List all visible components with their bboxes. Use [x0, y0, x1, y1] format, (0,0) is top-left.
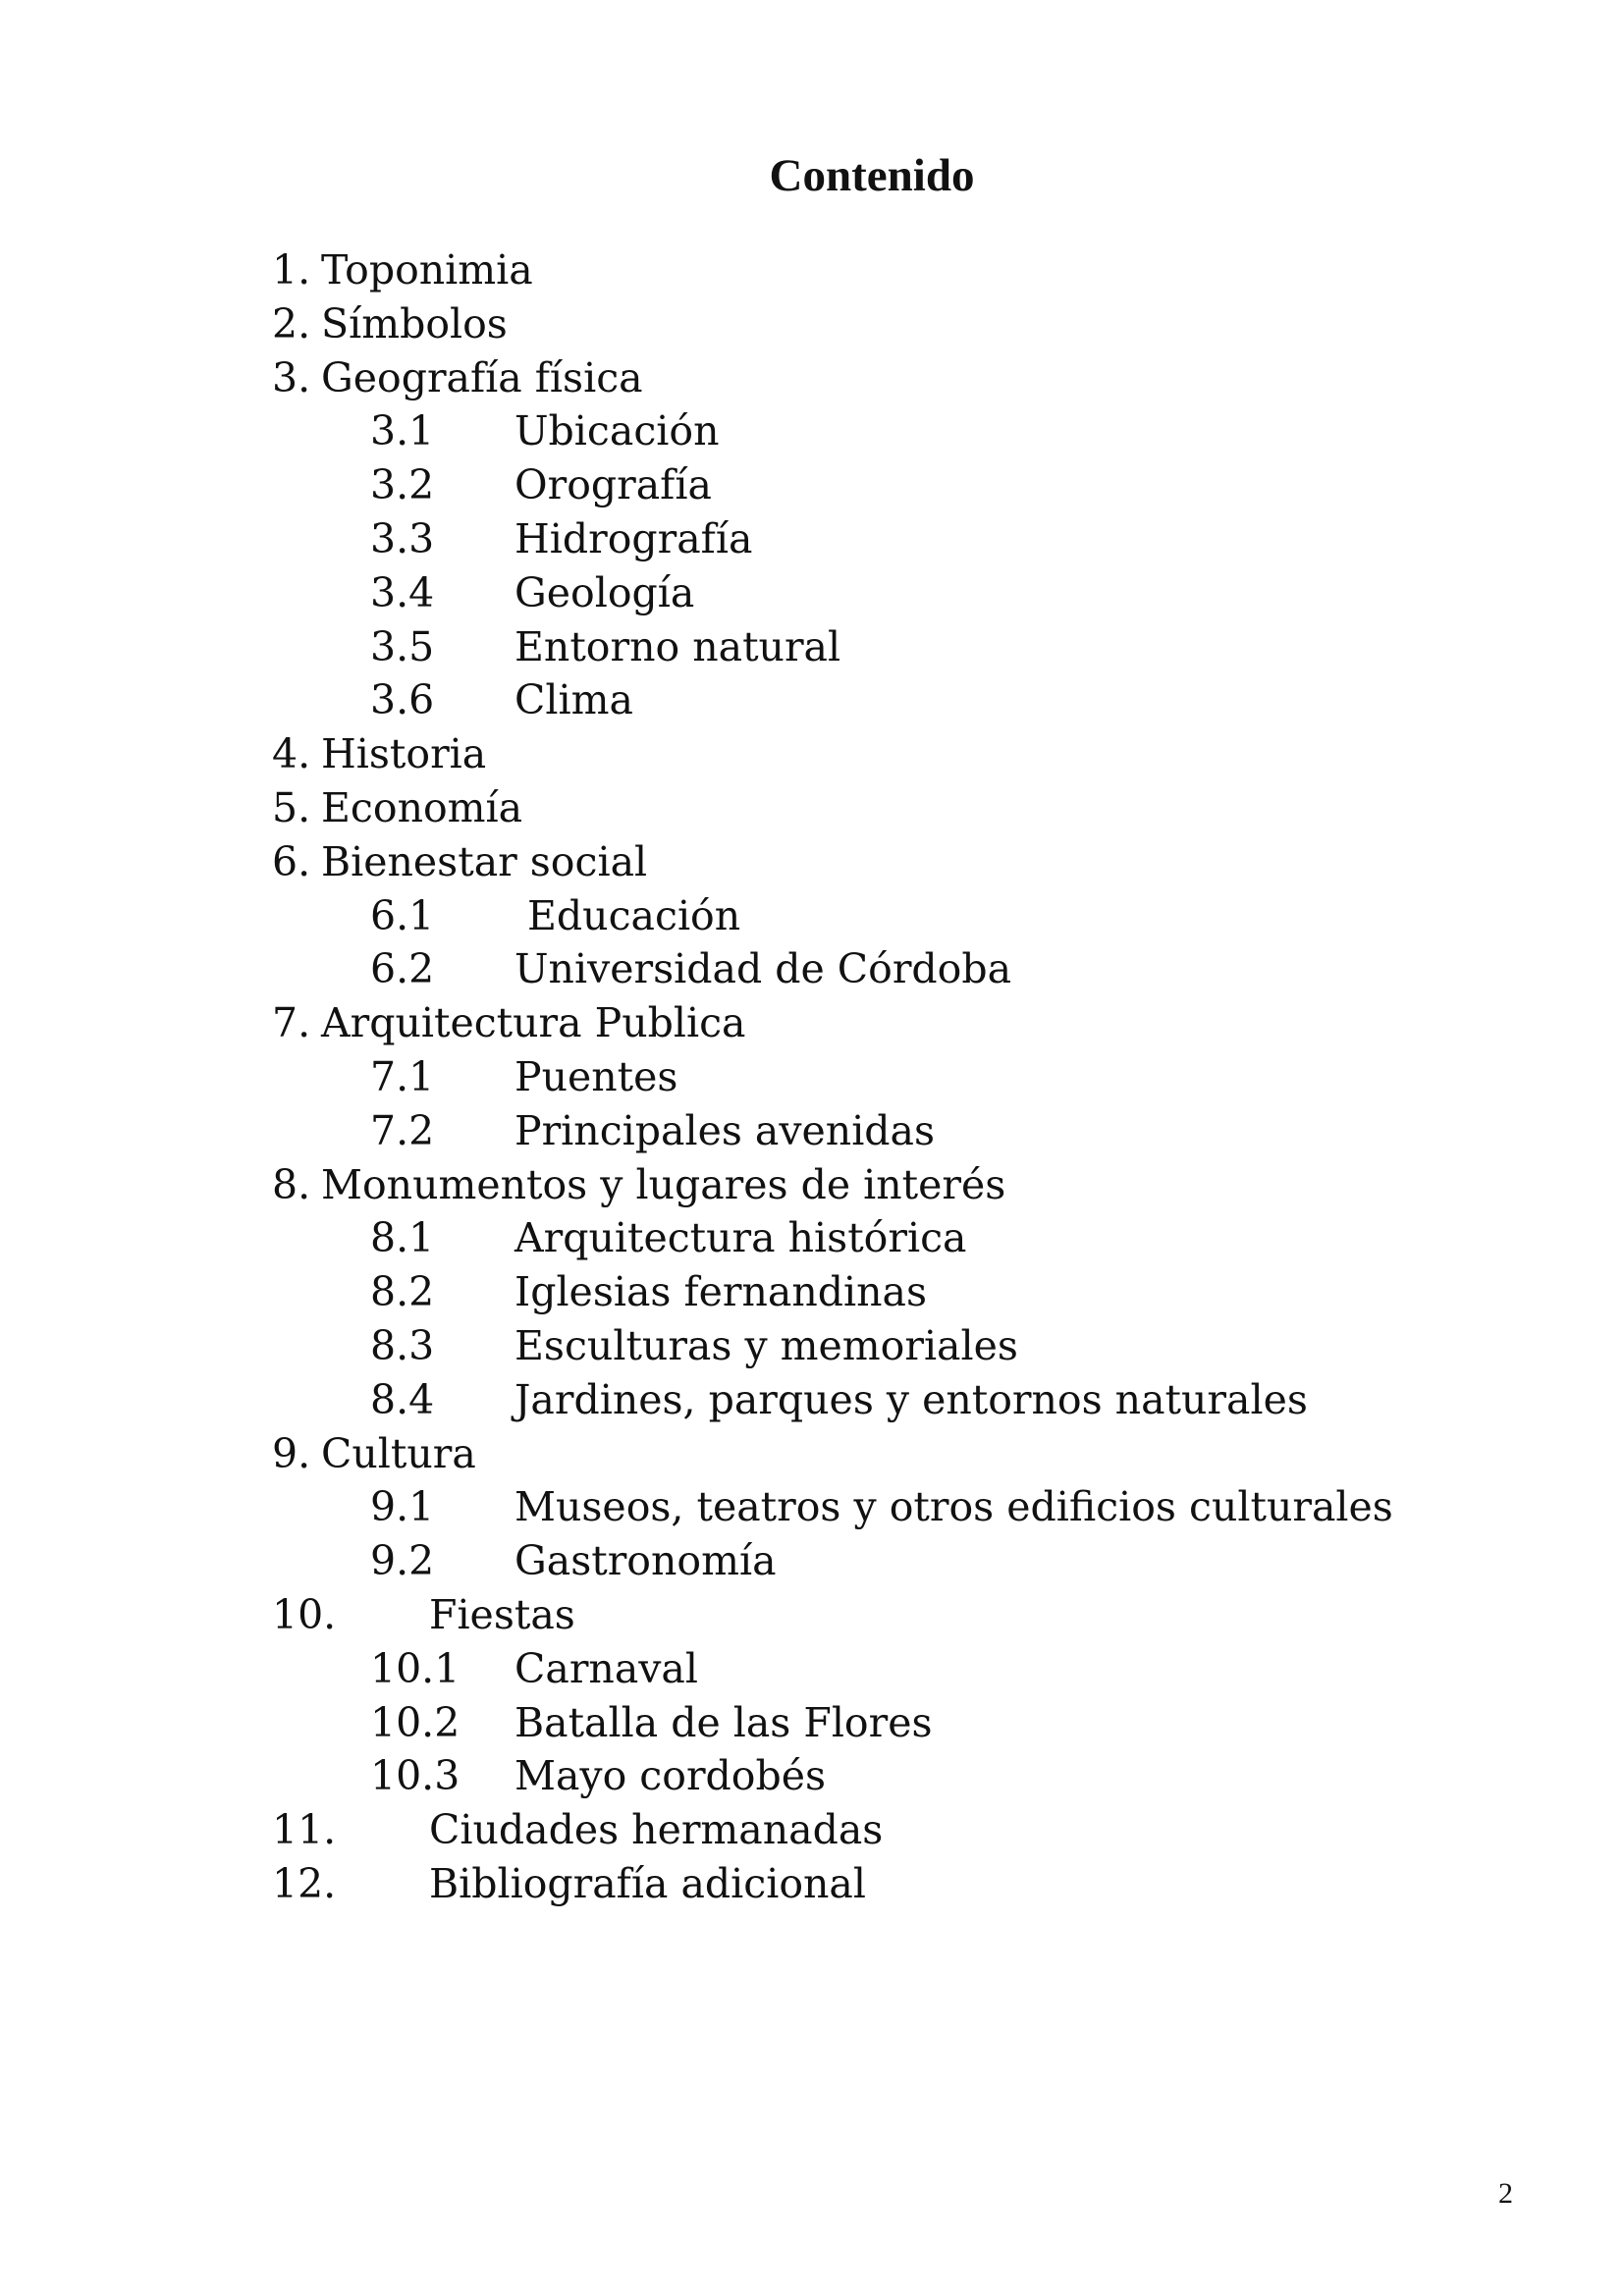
toc-entry-label: Historia [321, 730, 487, 778]
toc-entry-number: 3. [272, 353, 311, 401]
toc-entry-label: Fiestas [429, 1590, 575, 1638]
toc-entry-label: Ubicación [514, 407, 720, 455]
toc-entry-number: 9. [272, 1429, 311, 1477]
toc-entry-number: 8.4 [370, 1375, 435, 1423]
toc-entry-label: Museos, teatros y otros edificios culturales [514, 1483, 1393, 1531]
toc-entry-label: Carnaval [514, 1644, 698, 1692]
toc-entry-label: Economía [321, 783, 523, 831]
toc-entry-label: Bienestar social [321, 837, 648, 885]
toc-entry-number: 3.1 [370, 407, 435, 455]
toc-entry-number: 12. [272, 1859, 337, 1907]
toc-entry-number: 8.1 [370, 1214, 435, 1262]
toc-entry-number: 11. [272, 1806, 337, 1854]
toc-entry-number: 3.5 [370, 622, 435, 670]
toc-entry-label: Símbolos [321, 299, 508, 347]
toc-entry-number: 6. [272, 837, 311, 885]
toc-entry-number: 7.2 [370, 1106, 435, 1154]
toc-entry-number: 6.1 [370, 891, 435, 939]
toc-entry-number: 8.2 [370, 1268, 435, 1316]
toc-entry-label: Educación [527, 891, 741, 939]
toc-entry-label: Arquitectura Publica [321, 999, 746, 1047]
toc-entry-number: 1. [272, 246, 311, 294]
toc-entry-label: Orografía [514, 461, 712, 509]
toc-entry-label: Entorno natural [514, 622, 841, 670]
toc-entry-number: 2. [272, 299, 311, 347]
toc-entry-number: 8. [272, 1160, 311, 1208]
toc-entry-number: 7.1 [370, 1052, 435, 1100]
toc-entry-label: Monumentos y lugares de interés [321, 1160, 1006, 1208]
toc-entry-number: 3.6 [370, 676, 435, 724]
toc-entry-number: 10.2 [370, 1698, 460, 1746]
toc-entry-label: Principales avenidas [514, 1106, 936, 1154]
toc-entry-number: 8.3 [370, 1321, 435, 1369]
toc-entry-label: Geografía física [321, 353, 643, 401]
toc-entry-label: Iglesias fernandinas [514, 1268, 928, 1316]
toc-entry-label: Bibliografía adicional [429, 1859, 866, 1907]
toc-entry-label: Arquitectura histórica [514, 1214, 967, 1262]
toc-entry-number: 6.2 [370, 945, 435, 993]
toc-entry-label: Puentes [514, 1052, 678, 1100]
toc-entry-label: Batalla de las Flores [514, 1698, 933, 1746]
toc-entry-label: Mayo cordobés [514, 1752, 827, 1800]
toc-entry-label: Clima [514, 676, 633, 724]
toc-entry-label: Hidrografía [514, 514, 753, 562]
toc-entry-number: 10.3 [370, 1752, 460, 1800]
toc-entry-number: 3.2 [370, 461, 435, 509]
toc-entry-number: 3.3 [370, 514, 435, 562]
toc-entry-label: Toponimia [321, 246, 533, 294]
toc-entry-label: Geología [514, 568, 695, 616]
toc-entry-number: 3.4 [370, 568, 435, 616]
toc-entry-number: 10. [272, 1590, 337, 1638]
toc-entry-number: 9.1 [370, 1483, 435, 1531]
toc-entry-number: 7. [272, 999, 311, 1047]
toc-entry-number: 4. [272, 730, 311, 778]
toc-entry-label: Ciudades hermanadas [429, 1806, 884, 1854]
toc-entry-number: 10.1 [370, 1644, 460, 1692]
page-title: Contenido [769, 150, 975, 201]
page-number: 2 [1498, 2177, 1513, 2210]
toc-entry-label: Universidad de Córdoba [514, 945, 1012, 993]
toc-entry-number: 5. [272, 783, 311, 831]
toc-entry-number: 9.2 [370, 1537, 435, 1585]
toc-entry-label: Cultura [321, 1429, 476, 1477]
toc-entry-label: Gastronomía [514, 1537, 777, 1585]
toc-entry-label: Jardines, parques y entornos naturales [514, 1375, 1308, 1423]
toc-entry-label: Esculturas y memoriales [514, 1321, 1018, 1369]
